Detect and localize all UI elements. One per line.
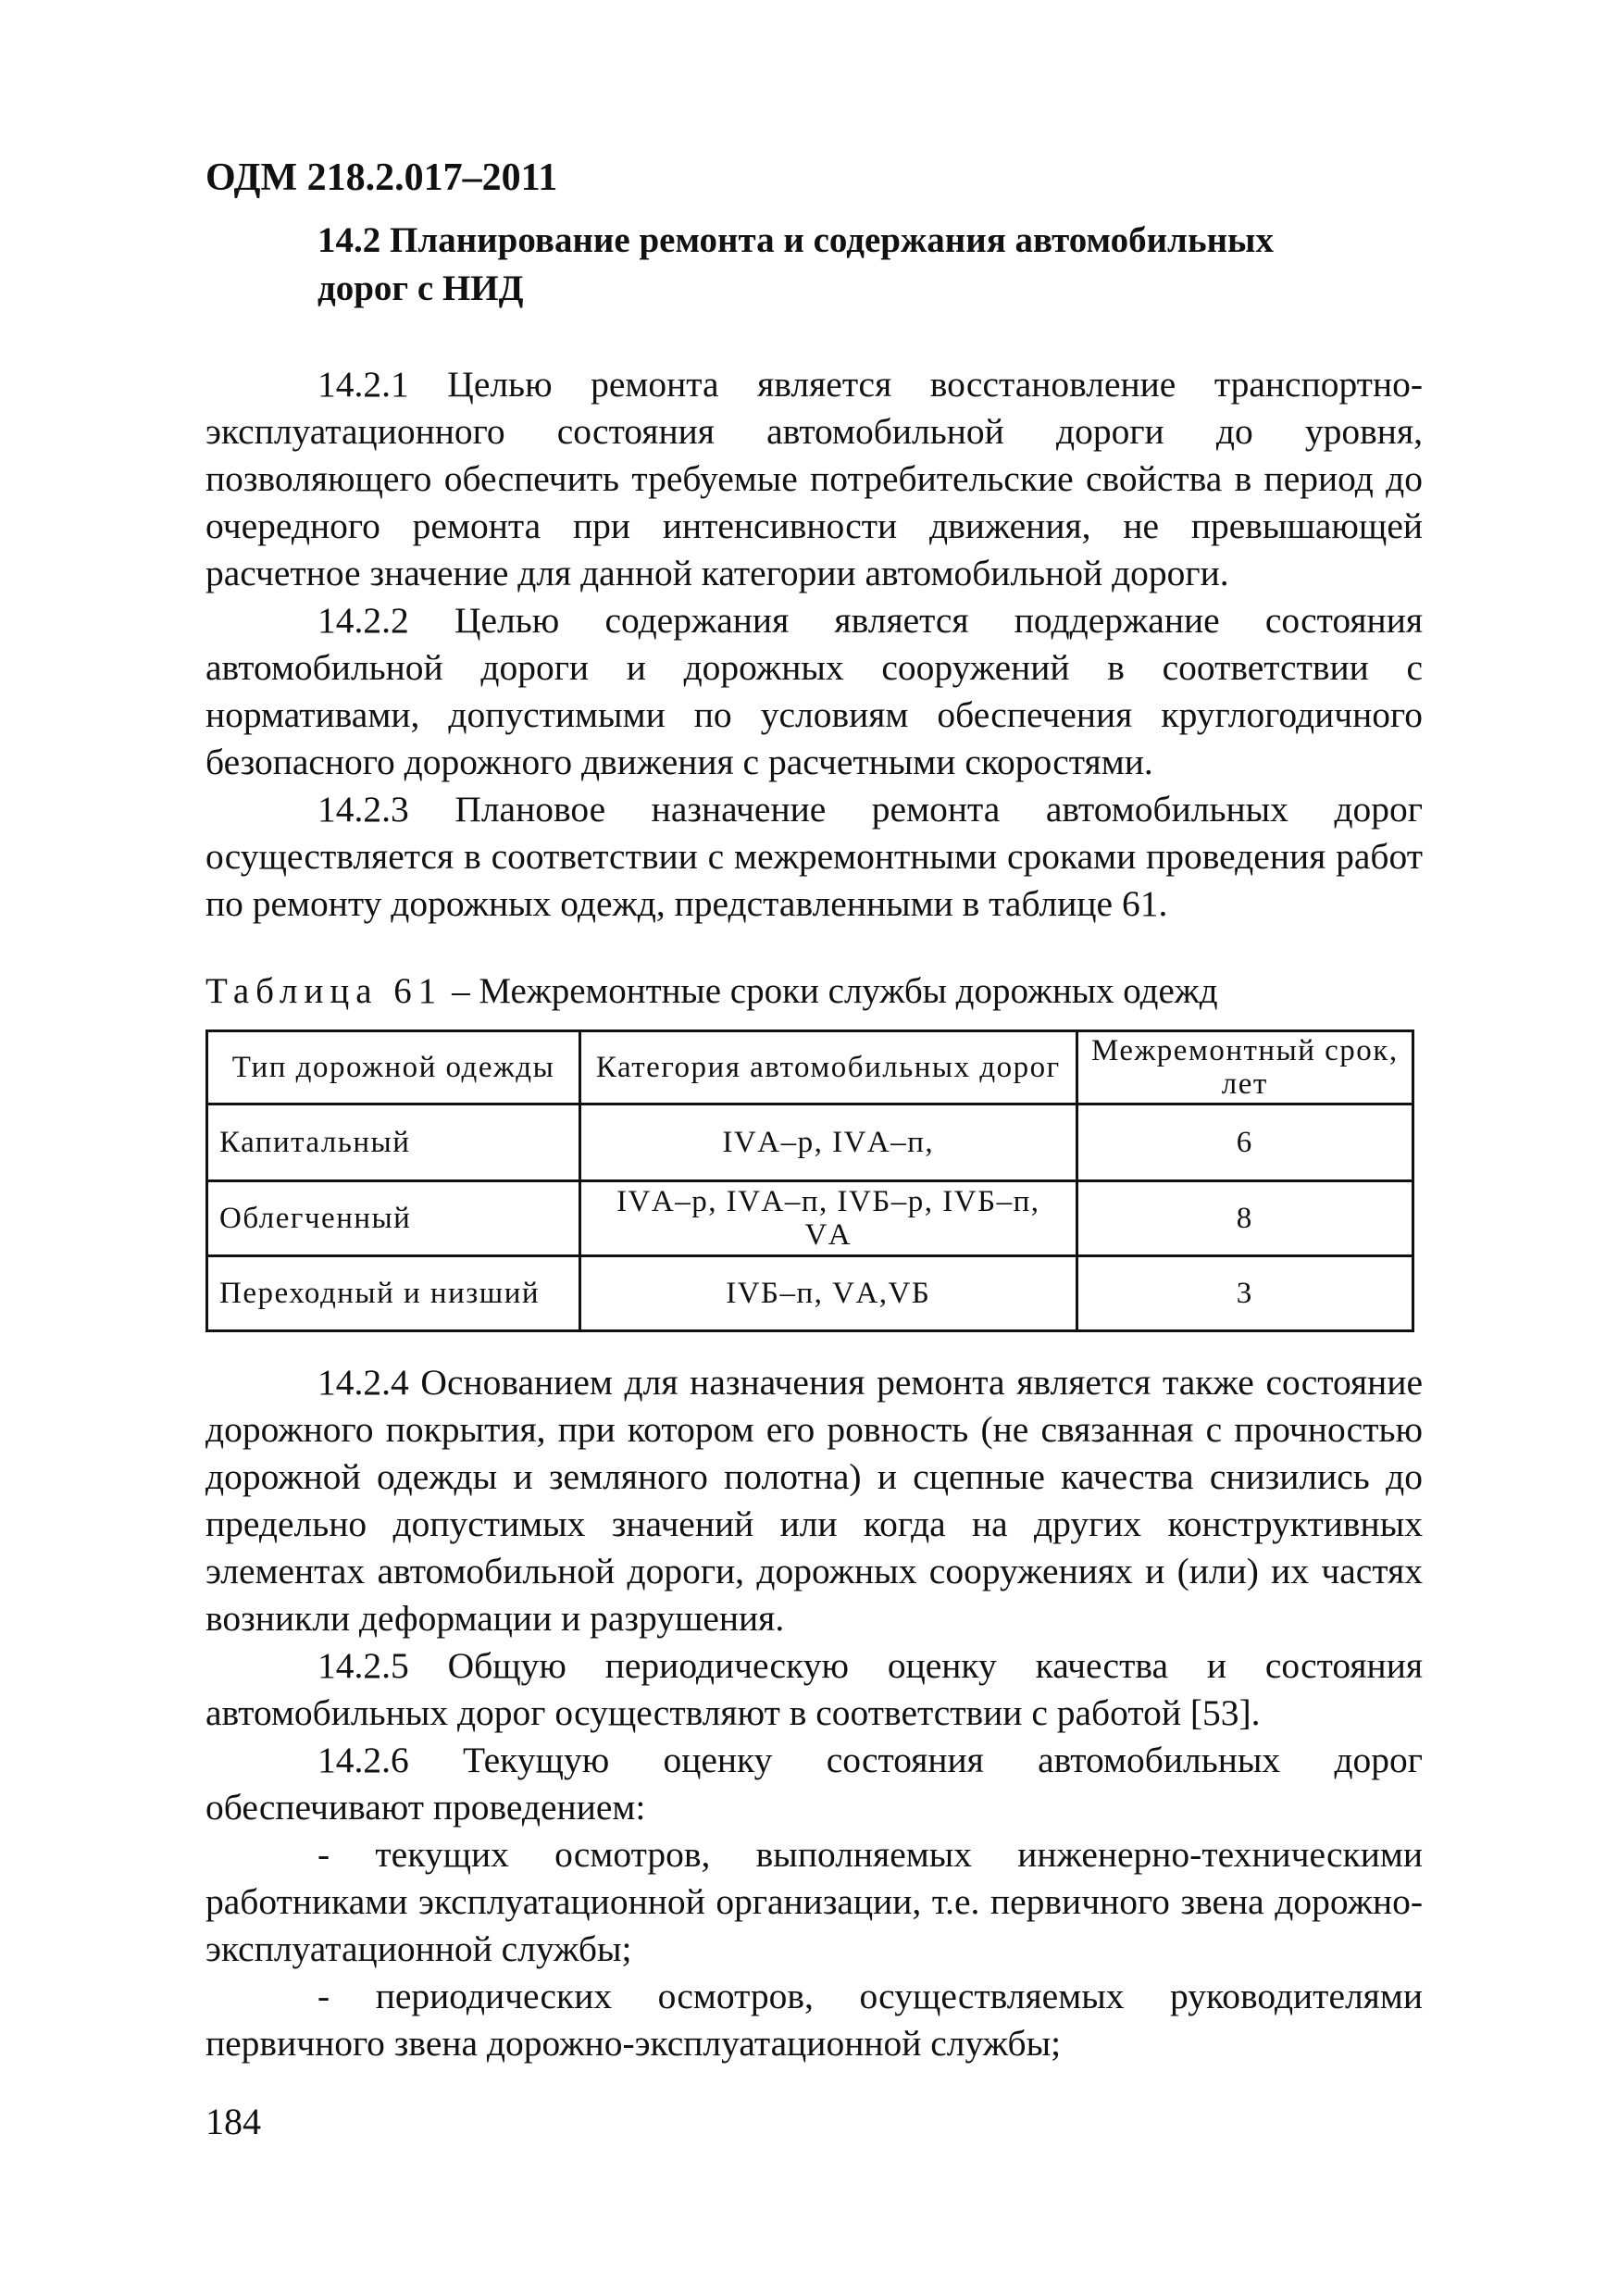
cell-repair-interval: 8 bbox=[1077, 1181, 1413, 1256]
list-item: - периодических осмотров, осуществляемых руководителями первичного звена дорожно-эксплуатационной службы; bbox=[205, 1976, 1423, 2064]
cell-road-category: IVА–р, IVА–п, bbox=[580, 1104, 1077, 1181]
cell-road-category: IVБ–п, VА,VБ bbox=[580, 1256, 1077, 1331]
cell-repair-interval: 3 bbox=[1077, 1256, 1413, 1331]
paragraph-14-2-1: 14.2.1 Целью ремонта является восстановление транспортно-эксплуатационного состояния автомобильной дороги до уровня, позволяющего обеспечить требуемые потребительские свойства в период до очередного ремонта при интенсивности движения, не превышающей расчетное значение для данной категории автомобильной дороги. bbox=[205, 364, 1423, 593]
paragraph-14-2-2: 14.2.2 Целью содержания является поддержание состояния автомобильной дороги и дорожных сооружений в соответствии с нормативами, допустимыми по условиям обеспечения круглогодичного безопасного дорожного движения с расчетными скоростями. bbox=[205, 600, 1423, 782]
cell-repair-interval: 6 bbox=[1077, 1104, 1413, 1181]
table-header-row bbox=[207, 1031, 1413, 1104]
page-number: 184 bbox=[205, 2101, 261, 2142]
table-row bbox=[207, 1181, 1413, 1256]
body-text-after-table bbox=[205, 1359, 1423, 2067]
list-item: - текущих осмотров, выполняемых инженерно-техническими работниками эксплуатационной организации, т.е. первичного звена дорожно-эксплуатационной службы; bbox=[205, 1834, 1423, 1969]
section-title: 14.2 Планирование ремонта и содержания автомобильных дорог с НИД bbox=[317, 220, 1274, 308]
header-pavement-type: Тип дорожной одежды bbox=[207, 1031, 580, 1104]
document-code: ОДМ 218.2.017–2011 bbox=[205, 156, 558, 199]
table-caption bbox=[205, 970, 1218, 1012]
cell-pavement-type: Переходный и низший bbox=[207, 1256, 580, 1331]
header-repair-interval: Межремонтный срок, лет bbox=[1077, 1031, 1413, 1104]
paragraph-14-2-4: 14.2.4 Основанием для назначения ремонта является также состояние дорожного покрытия, при котором его ровность (не связанная с прочностью дорожной одежды и земляного полотна) и сцепные качества снизились до предельно допустимых значений или когда на других конструктивных элементах автомобильной дороги, дорожных сооружениях и (или) их частях возникли деформации и разрушения. bbox=[205, 1362, 1423, 1639]
body-text-before-table bbox=[205, 361, 1423, 928]
header-road-category: Категория автомобильных дорог bbox=[580, 1031, 1077, 1104]
table-row bbox=[207, 1104, 1413, 1181]
paragraph-14-2-6: 14.2.6 Текущую оценку состояния автомобильных дорог обеспечивают проведением: bbox=[205, 1740, 1423, 1828]
cell-road-category: IVА–р, IVА–п, IVБ–р, IVБ–п, VА bbox=[580, 1181, 1077, 1256]
paragraph-14-2-3: 14.2.3 Плановое назначение ремонта автомобильных дорог осуществляется в соответствии с межремонтными сроками проведения работ по ремонту дорожных одежд, представленными в таблице 61. bbox=[205, 789, 1423, 924]
table-caption-text: – Межремонтные сроки службы дорожных одежд bbox=[442, 971, 1218, 1011]
cell-pavement-type: Облегченный bbox=[207, 1181, 580, 1256]
repair-intervals-table bbox=[205, 1029, 1414, 1332]
cell-pavement-type: Капитальный bbox=[207, 1104, 580, 1181]
table-row bbox=[207, 1256, 1413, 1331]
paragraph-14-2-5: 14.2.5 Общую периодическую оценку качества и состояния автомобильных дорог осуществляют в соответствии с работой [53]. bbox=[205, 1645, 1423, 1733]
table-caption-label: Таблица 61 bbox=[205, 971, 443, 1011]
